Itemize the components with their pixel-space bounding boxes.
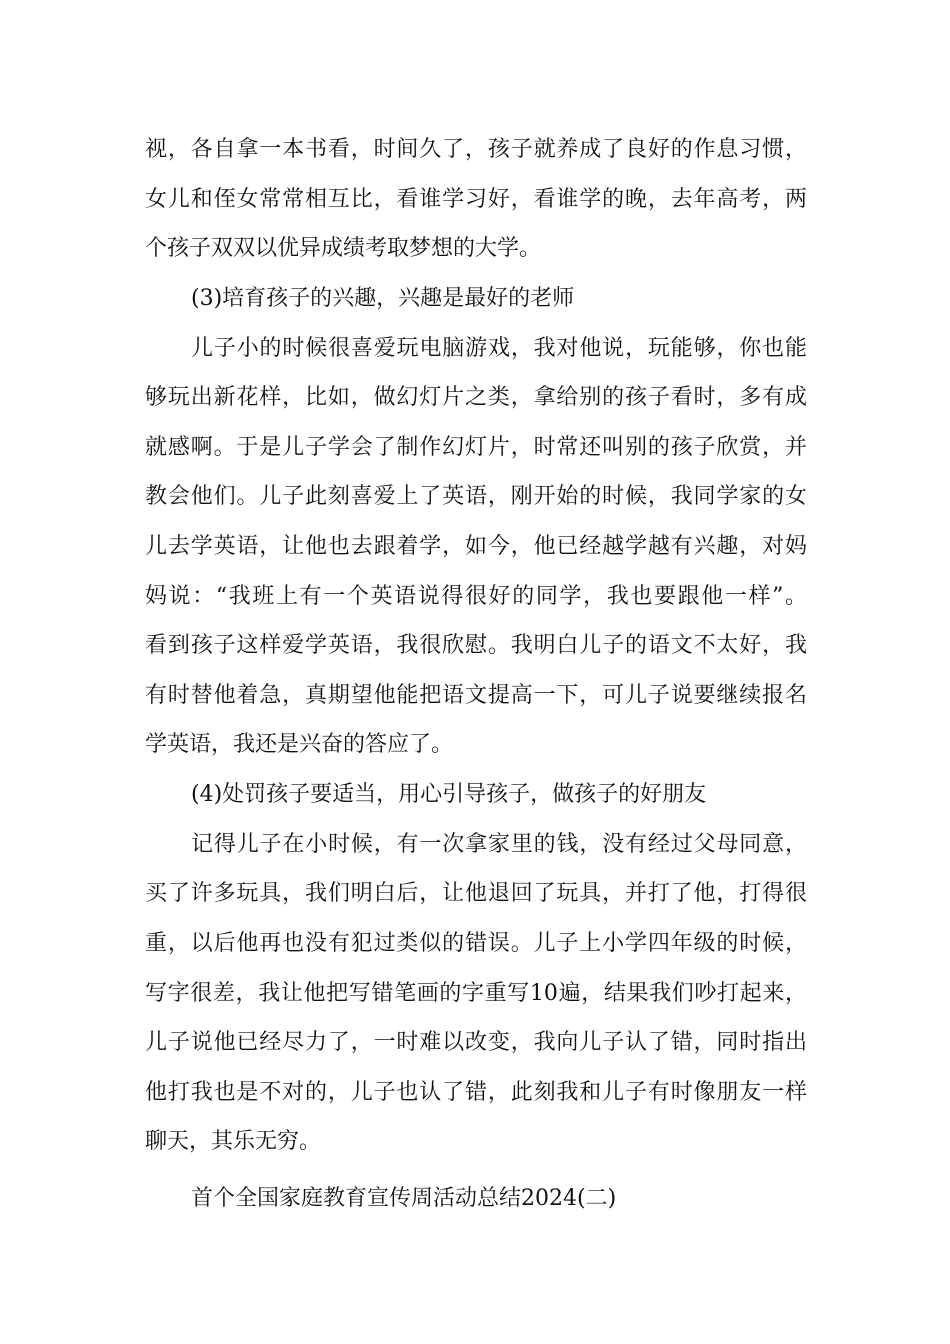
text-line: 买了许多玩具，我们明白后，让他退回了玩具，并打了他，打得很 <box>145 881 807 906</box>
text-line: 个孩子双双以优异成绩考取梦想的大学。 <box>145 236 542 261</box>
text-line: 聊天，其乐无穷。 <box>145 1129 322 1154</box>
text-line: 看到孩子这样爱学英语，我很欣慰。我明白儿子的语文不太好，我 <box>145 633 807 658</box>
text-line: 够玩出新花样，比如，做幻灯片之类，拿给别的孩子看时，多有成 <box>145 385 807 410</box>
text-line: 女儿和侄女常常相互比，看谁学习好，看谁学的晚，去年高考，两 <box>145 187 807 212</box>
text-line: 他打我也是不对的，儿子也认了错，此刻我和儿子有时像朋友一样 <box>145 1080 807 1105</box>
text-line: 记得儿子在小时候，有一次拿家里的钱，没有经过父母同意， <box>191 832 807 857</box>
text-line: 儿子小的时候很喜爱玩电脑游戏，我对他说，玩能够，你也能 <box>191 336 807 361</box>
text-line: 儿子说他已经尽力了，一时难以改变，我向儿子认了错，同时指出 <box>145 1030 807 1055</box>
section-heading: (3)培育孩子的兴趣，兴趣是最好的老师 <box>191 286 575 311</box>
section-heading: (4)处罚孩子要适当，用心引导孩子，做孩子的好朋友 <box>191 782 707 807</box>
text-line: 儿去学英语，让他也去跟着学，如今，他已经越学越有兴趣，对妈 <box>145 534 807 559</box>
text-line: 教会他们。儿子此刻喜爱上了英语，刚开始的时候，我同学家的女 <box>145 484 807 509</box>
text-line: 学英语，我还是兴奋的答应了。 <box>145 732 454 757</box>
text-line: 就感啊。于是儿子学会了制作幻灯片，时常还叫别的孩子欣赏，并 <box>145 435 807 460</box>
text-line: 写字很差，我让他把写错笔画的字重写10遍，结果我们吵打起来， <box>145 981 807 1006</box>
section-title: 首个全国家庭教育宣传周活动总结2024(二) <box>191 1186 617 1211</box>
text-line: 有时替他着急，真期望他能把语文提高一下，可儿子说要继续报名 <box>145 683 807 708</box>
text-line: 妈说：“我班上有一个英语说得很好的同学，我也要跟他一样”。 <box>145 584 807 609</box>
text-line: 重，以后他再也没有犯过类似的错误。儿子上小学四年级的时候， <box>145 931 807 956</box>
text-line: 视，各自拿一本书看，时间久了，孩子就养成了良好的作息习惯， <box>145 137 807 162</box>
